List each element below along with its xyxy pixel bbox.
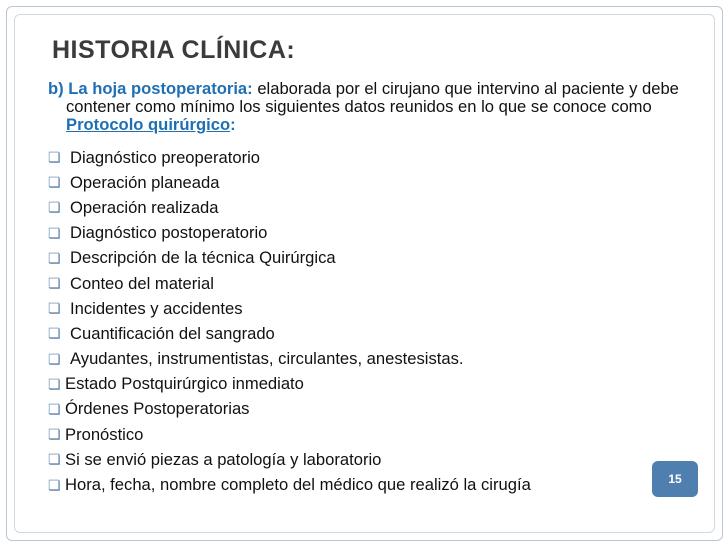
list-item-label: Ayudantes, instrumentistas, circulantes, anestesistas.: [70, 349, 464, 369]
list-item: [48, 221, 531, 246]
list-item-label: Pronóstico: [65, 424, 144, 444]
list-item: [48, 296, 531, 321]
square-bullet-icon: ❏: [48, 350, 61, 367]
intro-marker: b): [48, 79, 64, 98]
list-item: [48, 422, 531, 447]
list-item-label: Si se envió piezas a patología y laboratorio: [65, 449, 382, 469]
list-item-label: Diagnóstico preoperatorio: [70, 147, 261, 167]
square-bullet-icon: ❏: [48, 375, 61, 392]
list-item: [48, 246, 531, 271]
list-item: [48, 347, 531, 372]
square-bullet-icon: ❏: [48, 476, 61, 493]
square-bullet-icon: ❏: [48, 174, 61, 191]
list-item-label: Diagnóstico postoperatorio: [70, 223, 268, 243]
list-item: [48, 447, 531, 472]
list-item-label: Hora, fecha, nombre completo del médico que realizó la cirugía: [65, 475, 531, 495]
list-item: [48, 372, 531, 397]
slide-title: HISTORIA CLÍNICA:: [52, 36, 296, 64]
square-bullet-icon: ❏: [48, 224, 61, 241]
square-bullet-icon: ❏: [48, 400, 61, 417]
list-item-label: Operación realizada: [70, 197, 219, 217]
list-item-label: Conteo del material: [70, 273, 214, 293]
square-bullet-icon: ❏: [48, 451, 61, 468]
list-item-label: Órdenes Postoperatorias: [65, 399, 250, 419]
list-item: [48, 271, 531, 296]
square-bullet-icon: ❏: [48, 300, 61, 317]
intro-text: elaborada por el cirujano que intervino al paciente y debe contener como mínimo los siguientes datos reunidos en lo que se conoce como: [66, 79, 679, 116]
page-number-badge: 15: [652, 461, 698, 497]
intro-paragraph: [48, 80, 706, 134]
requirements-list: [48, 145, 531, 498]
list-item-label: Incidentes y accidentes: [70, 298, 243, 318]
square-bullet-icon: ❏: [48, 426, 61, 443]
square-bullet-icon: ❏: [48, 325, 61, 342]
list-item: [48, 195, 531, 220]
list-item: [48, 145, 531, 170]
list-item: [48, 321, 531, 346]
intro-suffix: :: [230, 115, 236, 134]
protocol-link[interactable]: Protocolo quirúrgico: [66, 115, 231, 134]
list-item-label: Operación planeada: [70, 172, 220, 192]
list-item-label: Estado Postquirúrgico inmediato: [65, 374, 304, 394]
list-item-label: Descripción de la técnica Quirúrgica: [70, 248, 336, 268]
list-item-label: Cuantificación del sangrado: [70, 323, 275, 343]
square-bullet-icon: ❏: [48, 199, 61, 216]
intro-heading: La hoja postoperatoria:: [68, 79, 253, 98]
list-item: [48, 397, 531, 422]
square-bullet-icon: ❏: [48, 149, 61, 166]
list-item: [48, 170, 531, 195]
square-bullet-icon: ❏: [48, 275, 61, 292]
square-bullet-icon: ❏: [48, 249, 61, 266]
list-item: [48, 472, 531, 497]
